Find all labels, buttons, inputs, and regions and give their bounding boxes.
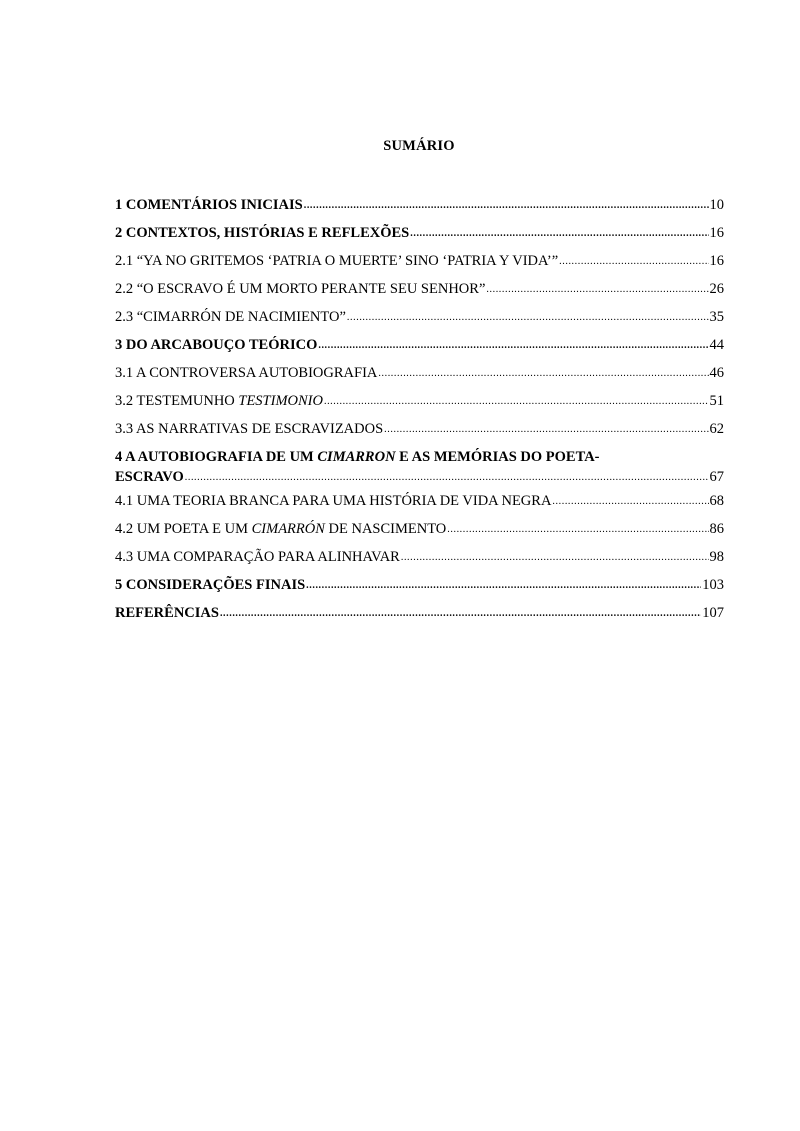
toc-entry-4[interactable] [115, 445, 724, 489]
toc-leader-dots [401, 548, 709, 568]
toc-entry-label: 3.3 AS NARRATIVAS DE ESCRAVIZADOS [115, 421, 384, 437]
toc-entry-label-line2 [115, 467, 724, 489]
toc-page-number: 35 [709, 309, 724, 325]
page-title: SUMÁRIO [383, 138, 455, 154]
toc-entry-label: 4.3 UMA COMPARAÇÃO PARA ALINHAVAR [115, 549, 400, 565]
toc-entry-label-text: E AS MEMÓRIAS DO POETA- [395, 449, 600, 465]
toc-entry-4-1[interactable] [115, 489, 724, 517]
toc-leader-dots [306, 576, 701, 596]
toc-page-number: 68 [709, 493, 724, 509]
toc-entry-2-2[interactable] [115, 277, 724, 305]
toc-entry-3[interactable] [115, 333, 724, 361]
toc-entry-label: ESCRAVO [115, 469, 184, 485]
toc-leader-dots [220, 604, 701, 624]
toc-page-number: 67 [709, 469, 724, 485]
toc-entry-2-1[interactable] [115, 249, 724, 277]
toc-leader-dots [384, 420, 708, 440]
toc-page-number: 44 [709, 337, 724, 353]
toc-leader-dots [304, 196, 709, 216]
toc-entry-1[interactable] [115, 193, 724, 221]
toc-leader-dots [347, 308, 709, 328]
toc-page-number: 51 [709, 393, 724, 409]
toc-leader-dots [378, 364, 708, 384]
toc-entry-4-3[interactable] [115, 545, 724, 573]
toc-page-number: 16 [709, 225, 724, 241]
toc-entry-label-text: 4.2 UM POETA E UM [115, 521, 252, 537]
toc-entry-label-italic: CIMARRON [317, 449, 396, 465]
toc-entry-label: REFERÊNCIAS [115, 605, 219, 621]
toc-leader-dots [318, 336, 708, 356]
toc-page-number: 107 [702, 605, 724, 621]
toc-entry-label-line1 [115, 447, 724, 467]
toc-entry-label: 2.1 “YA NO GRITEMOS ‘PATRIA O MUERTE’ SINO ‘PATRIA Y VIDA’” [115, 253, 559, 269]
toc-entry-label: 5 CONSIDERAÇÕES FINAIS [115, 577, 306, 593]
toc-leader-dots [559, 252, 708, 272]
toc-entry-label: 4.1 UMA TEORIA BRANCA PARA UMA HISTÓRIA DE VIDA NEGRA [115, 493, 552, 509]
toc-page-number: 26 [709, 281, 724, 297]
toc-leader-dots [486, 280, 708, 300]
toc-entry-label [115, 391, 323, 411]
toc-page-number: 10 [709, 197, 724, 213]
toc-entry-references[interactable] [115, 601, 724, 629]
toc-page-number: 86 [709, 521, 724, 537]
toc-entry-label: 2.3 “CIMARRÓN DE NACIMIENTO” [115, 309, 346, 325]
toc-entry-2-3[interactable] [115, 305, 724, 333]
toc-page-number: 16 [709, 253, 724, 269]
toc-leader-dots [447, 520, 708, 540]
toc-entry-3-3[interactable] [115, 417, 724, 445]
toc-entry-3-2[interactable] [115, 389, 724, 417]
toc-entry-4-2[interactable] [115, 517, 724, 545]
toc-entry-label: 3 DO ARCABOUÇO TEÓRICO [115, 337, 318, 353]
toc-entry-2[interactable] [115, 221, 724, 249]
toc-entry-label-italic: CIMARRÓN [251, 521, 325, 537]
toc-leader-dots [324, 392, 709, 412]
toc-entry-label [115, 519, 446, 539]
toc-entry-label-italic: TESTIMONIO [238, 393, 323, 409]
toc-page-number: 98 [709, 549, 724, 565]
toc-page-number: 103 [702, 577, 724, 593]
table-of-contents [115, 193, 724, 629]
toc-entry-label-text: 3.2 TESTEMUNHO [115, 393, 239, 409]
toc-entry-label-text: 4 A AUTOBIOGRAFIA DE UM [115, 449, 318, 465]
toc-page-number: 62 [709, 421, 724, 437]
toc-leader-dots [410, 224, 708, 244]
toc-entry-label: 1 COMENTÁRIOS INICIAIS [115, 197, 303, 213]
toc-entry-label: 3.1 A CONTROVERSA AUTOBIOGRAFIA [115, 365, 378, 381]
toc-entry-label: 2.2 “O ESCRAVO É UM MORTO PERANTE SEU SENHOR” [115, 281, 486, 297]
toc-entry-label-text: DE NASCIMENTO [324, 521, 447, 537]
toc-entry-3-1[interactable] [115, 361, 724, 389]
toc-leader-dots [185, 468, 709, 488]
toc-entry-label: 2 CONTEXTOS, HISTÓRIAS E REFLEXÕES [115, 225, 410, 241]
toc-leader-dots [552, 492, 708, 512]
toc-entry-5[interactable] [115, 573, 724, 601]
toc-page-number: 46 [709, 365, 724, 381]
